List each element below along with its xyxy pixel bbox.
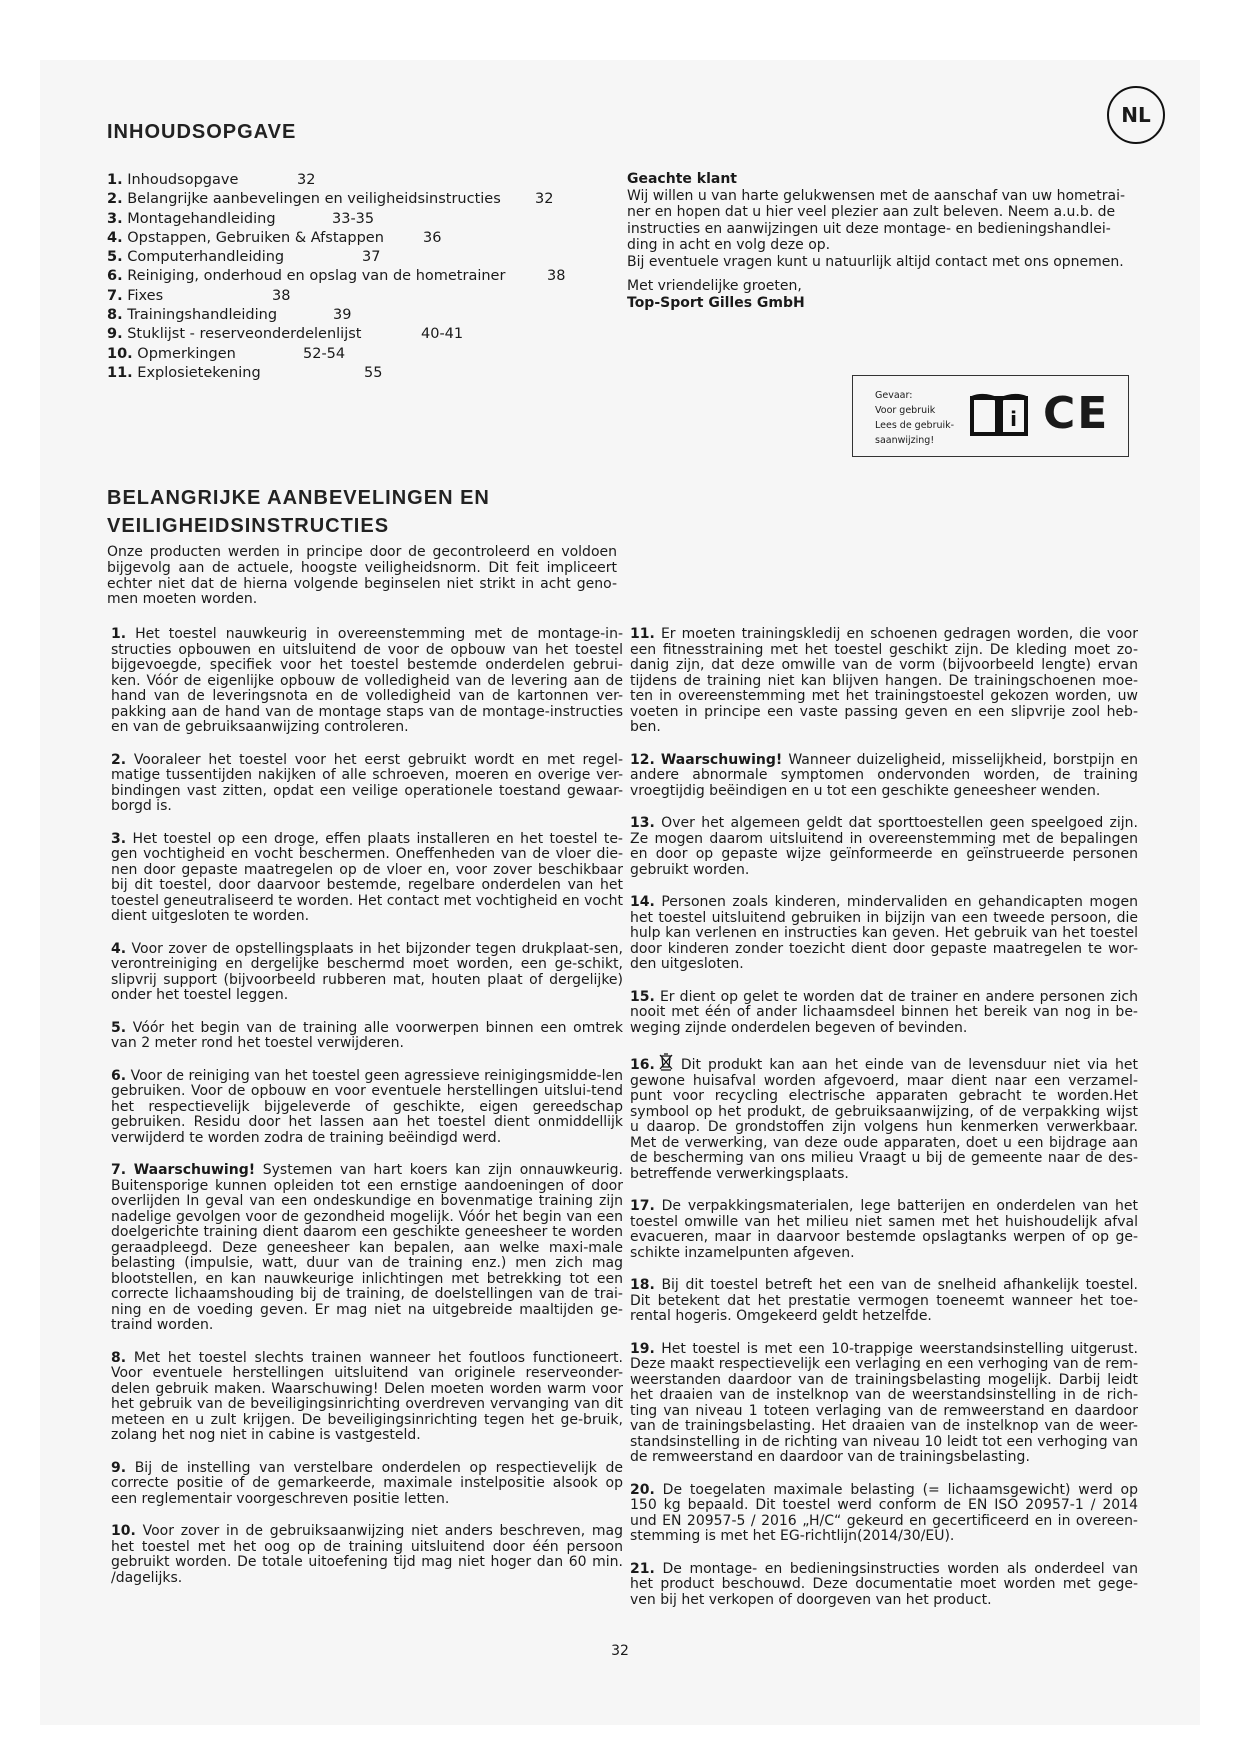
greeting-line: instructies en aanwijzingen uit deze montage- en bedieningshandlei- [627,220,1111,237]
toc-item: 6. Reiniging, onderhoud en opslag van de hometrainer 38 [107,268,566,285]
greeting-line: Wij willen u van harte gelukwensen met de aanschaf van uw hometrai- [627,187,1126,204]
instruction-item: 11. Er moeten trainingskledij en schoenen gedragen worden, die voor een fitnesstraining met het toestel geschikt zijn. De kleding moet zo-danig zijn, dat deze omwille van de vorm (bijvoorbeeld lengte) ervan tijdens de training niet kan blijven hangen. De trainingschoenen moe-ten in overeenstemming met het trainingstoestel gekozen worden, uw voeten in principe een vaste passing geven en een slipvrije zool heb-ben. [630,626,1138,735]
greeting-line: Bij eventuele vragen kunt u natuurlijk altijd contact met ons opnemen. [627,253,1124,270]
ce-mark-icon: CE [1043,388,1110,439]
instruction-item: 13. Over het algemeen geldt dat sporttoestellen geen speelgoed zijn. Ze mogen daarom uitsluitend in overeenstemming met de bepalingen en door op gepaste wijze geïnformeerde en geïnstrueerde personen gebruikt worden. [630,815,1139,878]
instruction-item: 7. Waarschuwing! Systemen van hart koers kan zijn onnauwkeurig. Buitensporige kunnen opleiden tot een ernstige aandoeningen of door overlijden In geval van een ondeskundige en bovenmatige training zijn nadelige gevolgen voor de gezondheid mogelijk. Vóór het begin van een doelgerichte training dient daarom een geschikte geneesheer te worden geraadpleegd. Deze geneesheer kan bepalen, aan welke maxi-male belasting (impulsie, watt, duur van de training enz.) men zich mag blootstellen, en kan nauwkeurige inlichtingen met betrekking tot een correcte lichaamshouding bij de training, de doelstellingen van de trai-ning en de voeding geven. Er mag niet na uitgebreide maaltijden ge-traind worden. [111,1162,624,1333]
instructions-right-column [630,627,1138,1625]
instruction-item: 15. Er dient op gelet te worden dat de trainer en andere personen zich nooit met één of ander lichaamsdeel binnen het bereik van nog in be-weging zijnde onderdelen begeven of bevinden. [630,988,1138,1036]
instruction-item: 10. Voor zover in de gebruiksaanwijzing niet anders beschreven, mag het toestel met het oog op de training uitsluitend door één persoon gebruikt worden. De totale uitoefening tijd mag niet hoger dan 60 min. /dagelijks. [111,1523,624,1586]
toc-item: 2. Belangrijke aanbevelingen en veiligheidsinstructies 32 [107,191,554,208]
page-number: 32 [611,1643,629,1659]
greeting-company: Top-Sport Gilles GmbH [627,294,805,311]
toc-item: 11. Explosietekening 55 [107,364,383,381]
warning-label-box [852,375,1129,457]
instruction-item: 14. Personen zoals kinderen, mindervaliden en gehandicapten mogen het toestel uitsluitend gebruiken in bijzijn van een tweede persoon, die hulp kan verlenen en instructies kan geven. Het gebruik van het toestel door kinderen zonder toezicht dient door gepaste maatregelen te wor-den uitgesloten. [630,894,1139,972]
greeting-block [627,171,1147,311]
instruction-item: 19. Het toestel is met een 10-trappige weerstandsinstelling uitgerust. Deze maakt respectievelijk een verlaging en een verhoging van de rem-weerstanden daardoor van de trainingsbelasting mogelijk. Darbij leidt het draaien van de instelknop van de weerstandsinstelling in de rich-ting van niveau 1 toteen verlaging van de remweerstand en daardoor van de trainingsbelasting. Het draaien van de instelknop van de weer-standsinstelling in de richting van niveau 10 leidt tot een verhoging van de remweerstand en daardoor van de trainingsbelasting. [630,1340,1138,1465]
instruction-item: 17. De verpakkingsmaterialen, lege batterijen en onderdelen van het toestel omwille van het milieu niet samen met het huishoudelijk afval evacueren, maar in daarvoor bestemde opslagtanks werpen of op ge-schikte inzamelpunten afgeven. [630,1198,1138,1261]
toc-item: 8. Trainingshandleiding 39 [107,307,352,324]
toc-item: 7. Fixes 38 [107,287,291,304]
greeting-line: ner en hopen dat u hier veel plezier aan zult beleven. Neem a.u.b. de [627,204,1116,220]
section-intro: Onze producten werden in principe door de gecontroleerd en voldoen bijgevolg aan de actuele, hoogste veiligheidsnorm. Dit feit impliceert echter niet dat de hierna volgende beginselen niet strikt in acht geno-men moeten worden. [107,544,617,608]
instruction-item: 6. Voor de reiniging van het toestel geen agressieve reinigingsmidde-len gebruiken. Voor de opbouw en voor eventuele herstellingen uitslui-tend het respectievelijk bijgeleverde of geschikte, eigen gereedschap gebruiken. Residu door het lassen aan het toestel dient onmiddellijk verwijderd te worden zodra de training beëindigd werd. [111,1067,623,1146]
instruction-item: 9. Bij de instelling van verstelbare onderdelen op respectievelijk de correcte positie of de gemarkeerde, maximale instelpositie alsook op een reglementair voorgeschreven positie letten. [111,1459,623,1507]
warning-text: Gevaar: Voor gebruik Lees de gebruik- saanwijzing! [875,390,955,446]
instruction-item: 5. Vóór het begin van de training alle voorwerpen binnen een omtrek van 2 meter rond het toestel verwijderen. [111,1019,623,1051]
toc-item: 3. Montagehandleiding 33-35 [107,210,375,227]
language-badge: NL [1107,86,1165,144]
instruction-item: 12. Waarschuwing! Wanneer duizeligheid, misselijkheid, borstpijn en andere abnormale symptomen ondervonden worden, de training vroegtijdig beëindigen en u tot een geschikte geneesheer wenden. [630,751,1138,799]
instruction-item: 1. Het toestel nauwkeurig in overeenstemming met de montage-in-structies opbouwen en uitsluitend de voor de opbouw van het toestel bijgevoegde, specifiek voor het toestel bestemde onderdelen gebrui-ken. Vóór de eigenlijke opbouw de volledigheid van de levering aan de hand van de leveringsnota en de volledigheid van de kartonnen ver-pakking aan de hand van de montage staps van de montage-instructies en van de gebruiksaanwijzing controleren. [111,626,623,735]
instruction-item: 8. Met het toestel slechts trainen wanneer het foutloos functioneert. Voor eventuele herstellingen uitsluitend van originele reserveonder-delen gebruik maken. Waarschuwing! Delen moeten worden warm voor het gebruik van de beveiligingsinrichting overdreven vervanging van dit meteen en u zult krijgen. De beveiligingsinrichting tegen het ge-bruik, zolang het nog niet in cabine is vastgesteld. [111,1349,623,1443]
toc-item: 4. Opstappen, Gebruiken & Afstappen 36 [107,229,442,246]
greeting-title: Geachte klant [627,171,737,187]
instruction-item: 18. Bij dit toestel betreft het een van de snelheid afhankelijk toestel. Dit betekent dat het prestatie vermogen toeneemt wanneer het toe-rental hogeris. Omgekeerd geldt hetzelfde. [630,1277,1138,1324]
instruction-item: 21. De montage- en bedieningsinstructies worden als onderdeel van het product beschouwd. Deze documentatie moet worden met gege-ven bij het verkopen of doorgeven van het product. [630,1560,1138,1608]
svg-text:i: i [1010,407,1017,431]
instruction-item: 4. Voor zover de opstellingsplaats in het bijzonder tegen drukplaat-sen, verontreiniging en dergelijke beschermd moet worden, een ge-schikt, slipvrij support (bijvoorbeeld rubberen mat, houten plaat of dergelijke) onder het toestel leggen. [111,940,624,1003]
instruction-item: 16. Dit produkt kan aan het einde van de levensduur niet via het gewone huisafval worden afgevoerd, maar dient naar een verzamel-punt voor recycling electrische apparaten gebracht te worden.Het symbool op het produkt, de gebruiksaanwijzing, of de verpakking wijst u daarop. De grondstoffen zijn volgens hun kenmerken verwerkbaar. Met de verwerking, van deze oude apparaten, doet u een bijdrage aan de bescherming van ons milieu Vraagt u bij de gemeente naar de des-betreffende verwerkingsplaats. [630,1053,1138,1182]
table-of-contents [107,171,587,383]
toc-item: 10. Opmerkingen 52-54 [107,345,346,362]
manual-book-icon [968,392,1030,438]
toc-item: 1. Inhoudsopgave 32 [107,172,316,188]
greeting-closing: Met vriendelijke groeten, [627,278,802,294]
instruction-item: 2. Vooraleer het toestel voor het eerst gebruikt wordt en met regel-matige tussentijden nakijken of alle schroeven, moeren en overige ver-bindingen vast zitten, opdat een veilige operationele toestand gewaar-borgd is. [111,751,624,814]
recycle-bin-icon [659,1053,673,1071]
section-heading: BELANGRIJKE AANBEVELINGEN EN VEILIGHEIDSINSTRUCTIES [107,487,490,537]
toc-item: 9. Stuklijst - reserveonderdelenlijst 40-41 [107,326,464,343]
toc-item: 5. Computerhandleiding 37 [107,249,381,266]
instructions-left-column [111,627,623,1603]
instruction-item: 20. De toegelaten maximale belasting (= lichaamsgewicht) werd op 150 kg bepaald. Dit toestel werd conform de EN ISO 20957-1 / 2014 und EN 20957-5 / 2016 „H/C“ gekeurd en gecertificeerd en in overeen-stemming is met het EG-richtlijn(2014/30/EU). [630,1481,1139,1544]
greeting-line: ding in acht en volg deze op. [627,237,831,253]
toc-title: INHOUDSOPGAVE [107,121,297,143]
instruction-item: 3. Het toestel op een droge, effen plaats installeren en het toestel te-gen vochtigheid en vocht beschermen. Oneffenheden van de vloer die-nen door gepaste maatregelen op de vloer en, voor zover beschikbaar bij dit toestel, door daarvoor bestemde, regelbare onderdelen van het toestel geneutraliseerd te worden. Het contact met vochtigheid en vocht dient uitgesloten te worden. [111,830,623,924]
